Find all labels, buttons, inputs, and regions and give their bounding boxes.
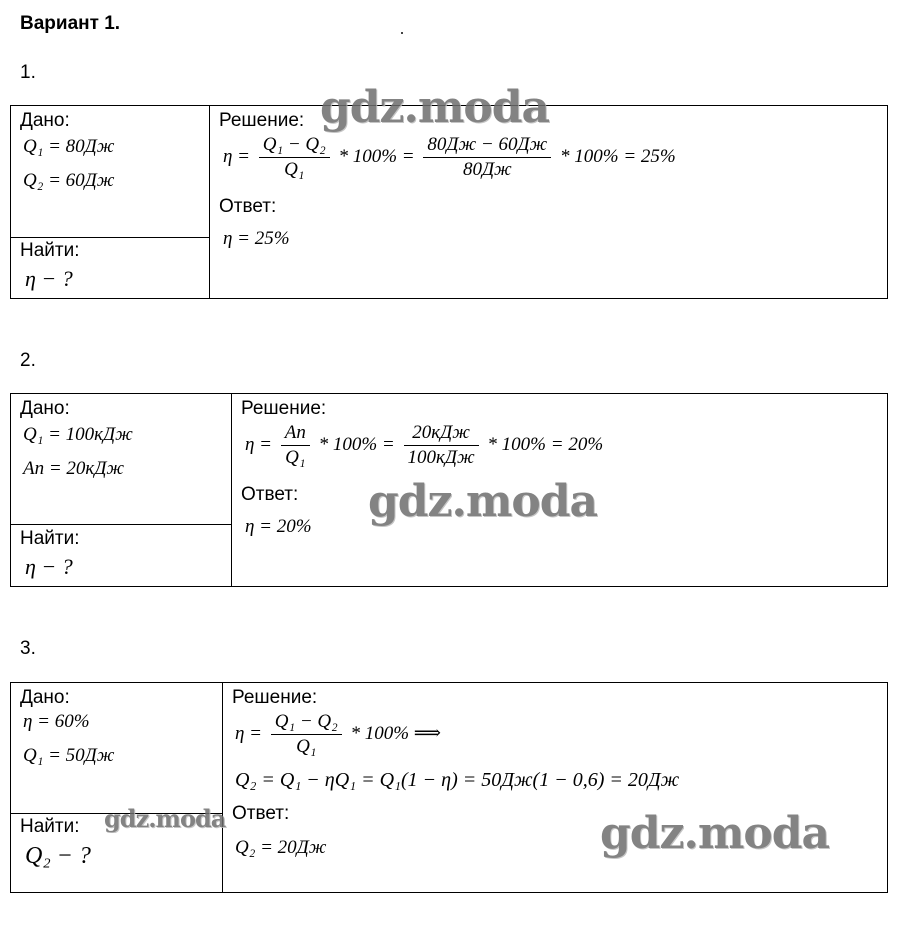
watermark: gdz.moda [104, 804, 226, 833]
watermark: gdz.moda [320, 82, 550, 133]
find-label: Найти: [20, 240, 80, 261]
divider-horizontal [11, 524, 231, 525]
given-label: Дано: [20, 110, 70, 131]
divider-vertical [231, 394, 232, 586]
fraction-numerator: 80Дж − 60Дж [423, 134, 551, 158]
given-q1: Q₁ = 100кДж [23, 424, 133, 445]
solution-label: Решение: [219, 110, 305, 131]
stray-dot [401, 32, 403, 34]
solution-formula [223, 134, 676, 181]
given-label: Дано: [20, 687, 70, 708]
formula-mid: * 100% = [318, 433, 395, 455]
given-ap: Aп = 20кДж [23, 458, 125, 479]
answer-value: η = 20% [245, 516, 312, 537]
problem-1-table [10, 105, 888, 299]
problem-2-number: 2. [20, 350, 36, 371]
solution-label: Решение: [232, 687, 318, 708]
solution-line-2: Q₂ = Q₁ − ηQ₁ = Q₁(1 − η) = 50Дж(1 − 0,6) = 20Дж [235, 769, 680, 791]
fraction-efficiency [271, 711, 342, 758]
given-q1: Q₁ = 50Дж [23, 745, 115, 766]
find-value: η − ? [25, 266, 73, 291]
given-eta: η = 60% [23, 711, 90, 732]
watermark: gdz.moda [368, 476, 598, 527]
formula-mid: * 100% = [338, 145, 415, 167]
answer-label: Ответ: [241, 484, 299, 505]
formula-tail: * 100% = 25% [560, 145, 676, 167]
problem-3-table [10, 682, 888, 893]
solution-formula [245, 422, 603, 469]
fraction-denominator: 100кДж [407, 447, 475, 468]
answer-label: Ответ: [232, 803, 290, 824]
page-title: Вариант 1. [20, 13, 121, 34]
answer-value: Q₂ = 20Дж [235, 837, 327, 858]
solution-formula [235, 711, 441, 758]
find-value: η − ? [25, 554, 73, 579]
fraction-efficiency [281, 422, 310, 469]
find-value: Q₂ − ? [25, 843, 91, 869]
fraction-values [423, 134, 551, 181]
find-label: Найти: [20, 528, 80, 549]
fraction-numerator: Aп [281, 422, 310, 446]
fraction-efficiency [259, 134, 330, 181]
formula-lhs: η = [245, 433, 272, 455]
answer-value: η = 25% [223, 228, 290, 249]
fraction-numerator: Q₁ − Q₂ [271, 711, 342, 735]
formula-lhs: η = [235, 722, 262, 744]
find-label: Найти: [20, 816, 80, 837]
problem-3-number: 3. [20, 638, 36, 659]
given-label: Дано: [20, 398, 70, 419]
answer-label: Ответ: [219, 196, 277, 217]
fraction-denominator: Q₁ [296, 736, 317, 757]
given-q2: Q₂ = 60Дж [23, 170, 115, 191]
fraction-denominator: Q₁ [285, 447, 306, 468]
formula-lhs: η = [223, 145, 250, 167]
divider-horizontal [11, 237, 209, 238]
formula-tail: * 100% ⟹ [350, 722, 442, 744]
watermark: gdz.moda [600, 808, 830, 859]
problem-1-number: 1. [20, 62, 36, 83]
fraction-numerator: 20кДж [404, 422, 479, 446]
fraction-numerator: Q₁ − Q₂ [259, 134, 330, 158]
formula-tail: * 100% = 20% [487, 433, 604, 455]
given-q1: Q₁ = 80Дж [23, 136, 115, 157]
divider-vertical [209, 106, 210, 298]
solution-label: Решение: [241, 398, 327, 419]
fraction-denominator: Q₁ [284, 159, 305, 180]
fraction-denominator: 80Дж [462, 159, 512, 180]
fraction-values [404, 422, 479, 469]
divider-vertical [222, 683, 223, 892]
